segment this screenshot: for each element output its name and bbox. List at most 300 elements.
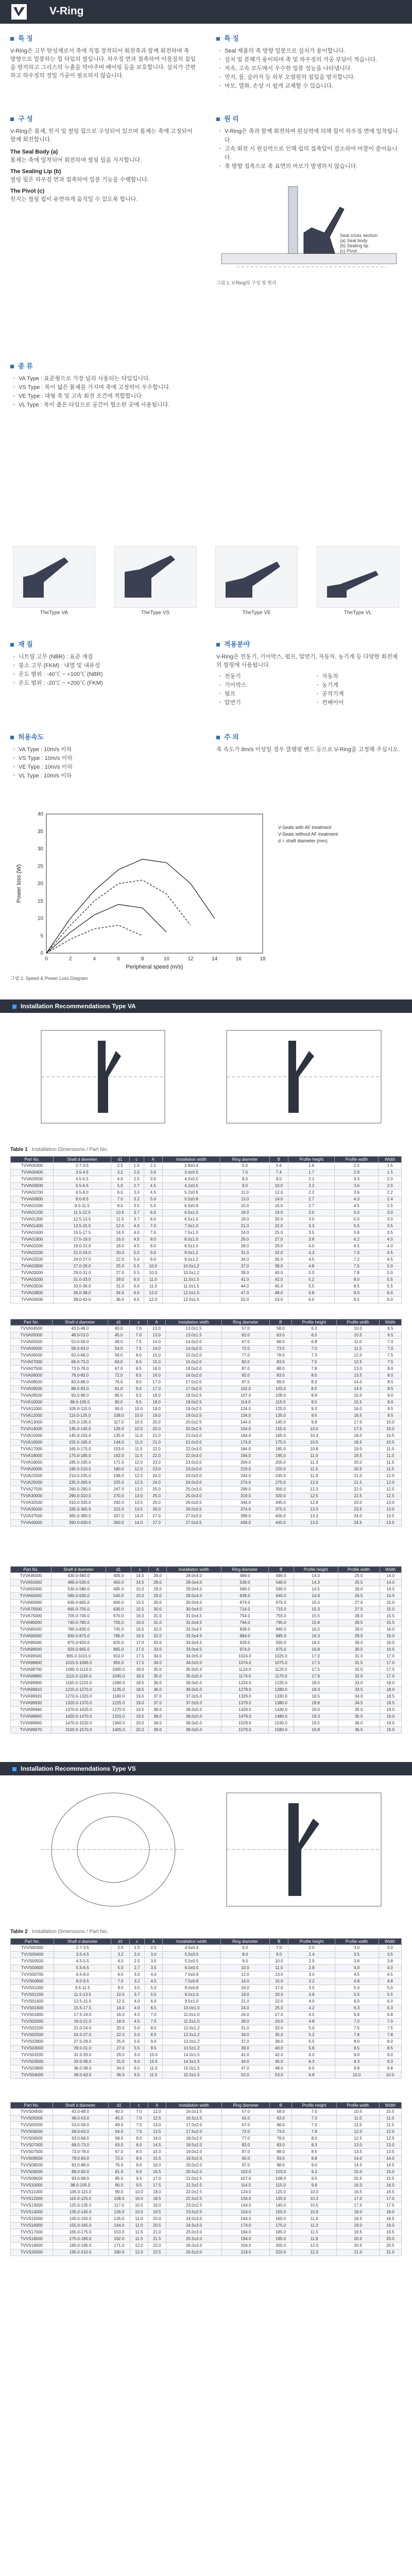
part-number-cell: TVVS08000 — [11, 2156, 53, 2162]
principle-title: 원 리 — [216, 113, 402, 123]
dimension-cell: 12.5 — [291, 1493, 337, 1500]
part-number-cell: TVVS07500 — [11, 2149, 53, 2156]
table2-row — [11, 2196, 402, 2202]
dimension-cell: 3.5 — [144, 1958, 163, 1965]
part-number-cell: TVVS20000 — [11, 2249, 53, 2256]
dimension-cell: 540.0 — [268, 1580, 294, 1586]
dimension-cell: 3.0 — [335, 1945, 379, 1952]
dimension-cell: 18.0 — [148, 2189, 166, 2196]
dimension-cell: 299.0 — [222, 1486, 270, 1493]
dimension-cell: 15.5 — [337, 2176, 379, 2182]
dimension-cell: 8.3 — [291, 1379, 337, 1386]
dimension-cell: 31.0 — [220, 2025, 270, 2032]
dimension-cell: 1065.0-1115.0 — [52, 1667, 106, 1673]
application-grid — [216, 672, 402, 707]
dimension-cell: 335.0-365.0 — [52, 1506, 108, 1513]
dimension-cell: 11.8 — [291, 1473, 337, 1480]
dimension-cell: 15.0 — [379, 2169, 401, 2176]
dimension-cell: 2.4 — [288, 1952, 335, 1958]
dimension-cell: 125.0-135.0 — [53, 2202, 108, 2209]
part-number-cell: TVVA19000 — [11, 1460, 53, 1466]
dimension-cell: 37.0 — [220, 1263, 270, 1270]
dimension-cell: 405.0 — [106, 1573, 131, 1580]
dimension-cell: 36.0 — [149, 1687, 166, 1693]
dimension-cell: 7.0 — [111, 1978, 130, 1985]
principle-diagram — [216, 176, 402, 279]
dimension-cell: 24.0 — [148, 1473, 166, 1480]
application-item: · 펌프 — [225, 690, 304, 699]
dimension-cell: 1529.0 — [221, 1720, 268, 1727]
part-number-cell: TVVA02500 — [11, 1257, 54, 1263]
part-number-cell: TVVA95000 — [11, 1640, 52, 1647]
dimension-cell: 48.0 — [270, 2065, 288, 2072]
dimension-cell: 63.0 — [108, 1359, 129, 1366]
dimension-cell: 23.0±3.0 — [166, 1460, 222, 1466]
dimension-cell: 37.0±5.0 — [166, 1693, 221, 1700]
dimension-cell: 165.0-175.0 — [52, 1446, 108, 1453]
dimension-cell: 375.0 — [270, 1506, 291, 1513]
dimension-cell: 1115.0-1165.0 — [52, 1673, 106, 1680]
dimension-cell: 16.5 — [294, 1640, 338, 1647]
dimension-cell: 90.0 — [108, 1399, 129, 1406]
dimension-cell: 7.5 — [130, 2122, 148, 2129]
dimension-cell: 16.5 — [379, 2189, 401, 2196]
dimension-cell: 910.0 — [106, 1653, 131, 1660]
dimension-cell: 5.0 — [335, 1216, 379, 1223]
table1-row — [11, 1250, 402, 1257]
part-number-cell: TVVS03800 — [11, 2065, 54, 2072]
dimension-cell: 9.0 — [379, 1393, 401, 1399]
dimension-cell: 10.0 — [130, 1406, 148, 1413]
dimension-cell: 63.0 — [108, 2142, 130, 2149]
dimension-cell: 33.0-36.0 — [54, 1283, 111, 1290]
dimension-cell: 1430.0 — [268, 1707, 294, 1714]
dimension-cell: 18.5 — [337, 1439, 379, 1446]
dimension-cell: 11.0 — [130, 2223, 148, 2229]
dimension-cell: 3.0 — [130, 1972, 144, 1978]
table2-row — [11, 2223, 402, 2229]
dimension-cell: 13.5-15.5 — [54, 1998, 111, 2005]
dimension-cell: 11.5 — [379, 2122, 401, 2129]
dimension-cell: 7.8 — [291, 1366, 337, 1372]
dimension-cell: 19.5 — [131, 1714, 149, 1720]
table2-row — [11, 2012, 402, 2019]
dimension-cell: 714.0 — [221, 1606, 268, 1613]
part-number-cell: TVVS04500 — [11, 2109, 53, 2115]
chart-y-tick-label: 20 — [37, 881, 43, 887]
table1-row — [11, 1493, 402, 1500]
dimension-cell: 31.0 — [149, 1620, 166, 1626]
dimension-cell: 310.0-335.0 — [52, 1500, 108, 1506]
dimension-cell: 12.5 — [379, 1486, 401, 1493]
dimension-cell: 630.0-665.0 — [52, 1600, 106, 1606]
dimension-cell: 17.0 — [294, 1653, 338, 1660]
dimension-cell: 39.0±5.0 — [166, 1727, 221, 1734]
dimension-cell: 7.0 — [270, 1945, 288, 1952]
dimension-cell: 5.5 — [379, 1283, 402, 1290]
dimension-cell: 12.0 — [291, 2243, 337, 2249]
part-number-cell: TVVA01400 — [11, 1223, 54, 1230]
dimension-cell: 7.3 — [291, 1352, 337, 1359]
dimension-cell: 22.0±3.0 — [166, 1446, 222, 1453]
dimension-cell: 98.0-105.0 — [52, 1399, 108, 1406]
dimension-cell: 7.8 — [335, 1270, 379, 1277]
part-number-cell: TVVA27500 — [11, 1486, 53, 1493]
dimension-cell: 315.0 — [108, 1506, 129, 1513]
dimension-cell: 38.0±5.0 — [166, 1714, 221, 1720]
dimension-cell: 5.0 — [111, 1183, 129, 1190]
dimension-cell: 14.0 — [379, 2156, 401, 2162]
dimension-cell: 3.3 — [288, 1223, 334, 1230]
dimension-cell: 2.2 — [379, 1190, 402, 1196]
table1-row — [11, 1707, 402, 1714]
table2-row — [11, 2109, 402, 2115]
dimension-cell: 1370.0-1420.0 — [52, 1707, 106, 1714]
table1-row — [11, 1667, 402, 1673]
dimension-cell: 10.0 — [291, 1426, 337, 1433]
part-number-cell: TVVA07000 — [11, 1359, 53, 1366]
dimension-cell: 365.0-390.0 — [52, 1513, 108, 1520]
dimension-cell: 16.8 — [294, 1647, 338, 1653]
dimension-cell: 10.8 — [291, 2209, 337, 2216]
dimension-cell: 11.5 — [337, 1346, 379, 1352]
dimension-cell: 13.5 — [291, 1520, 337, 1527]
dimension-cell: 15.5-17.5 — [54, 2005, 111, 2012]
dimension-cell: 830.0-875.0 — [52, 1633, 106, 1640]
dimension-cell: 195.0 — [270, 2236, 291, 2243]
dimension-cell: 20.0 — [337, 2236, 379, 2243]
dimension-cell: 21.0-24.0 — [54, 1250, 111, 1257]
part-number-cell: TVVA75000 — [11, 1613, 52, 1620]
dimension-cell: 6.3 — [291, 1326, 337, 1332]
dimension-cell: 1025.0 — [268, 1653, 294, 1660]
dimension-cell: 839.0 — [221, 1626, 268, 1633]
dimension-cell: 83.0 — [270, 2142, 291, 2149]
dimension-cell: 4.0 — [130, 2005, 144, 2012]
dimension-cell: 2.5 — [335, 1163, 379, 1170]
dimension-cell: 6.0 — [111, 1190, 129, 1196]
speed-list — [10, 745, 196, 781]
dimension-cell: 6.3 — [379, 2005, 402, 2012]
chart-plot-area — [46, 814, 263, 953]
dimension-cell: 114.0 — [222, 2182, 270, 2189]
dimension-cell: 11.0 — [220, 1190, 270, 1196]
dimension-cell: 6.0 — [130, 2052, 144, 2059]
dimension-cell: 5.0 — [335, 1210, 379, 1216]
dimension-cell: 16.5 — [148, 2169, 166, 2176]
profile-vl-drawing — [317, 546, 399, 608]
dimension-cell: 6.0 — [129, 1277, 144, 1283]
dimension-cell: 62.0 — [222, 2115, 270, 2122]
dimension-cell: 5.0 — [220, 1163, 270, 1170]
chart-y-tick-label: 30 — [37, 846, 43, 852]
dimension-cell: 16.0 — [131, 1613, 149, 1620]
dimension-cell: 85.0 — [108, 2176, 130, 2182]
part-number-cell: TVVS09000 — [11, 2169, 53, 2176]
dimension-cell: 19.0 — [380, 1707, 401, 1714]
dimension-cell: 72.0 — [108, 2156, 130, 2162]
dimension-cell: 8.5 — [379, 1386, 401, 1393]
dimension-cell: 194.0 — [222, 2236, 270, 2243]
dimension-cell: 195.0-210.0 — [53, 2249, 108, 2256]
dimension-cell: 7.5 — [144, 2019, 163, 2025]
dimension-cell: 38.0-43.0 — [54, 1297, 111, 1303]
chart-y-tick-label: 35 — [37, 828, 43, 835]
dimension-cell: 27.0 — [338, 1600, 380, 1606]
dimension-cell: 9.3 — [335, 2059, 379, 2065]
table2-row — [11, 2216, 402, 2223]
dimension-cell: 36.0 — [149, 1680, 166, 1687]
dimension-cell: 19.0±2.5 — [166, 1413, 222, 1419]
dimension-cell: 88.0 — [270, 1366, 291, 1372]
dimension-cell: 14.5 — [131, 1580, 149, 1586]
dimension-cell: 26.0 — [148, 1506, 166, 1513]
dimension-cell: 20.0 — [270, 1992, 288, 1998]
dimension-cell: 11.5±1.0 — [163, 2019, 220, 2025]
dimension-cell: 4.5 — [129, 1236, 144, 1243]
dimension-cell: 2.2 — [288, 1190, 334, 1196]
dimension-cell: 204.0 — [222, 2243, 270, 2249]
dimension-cell: 9.8 — [291, 2182, 337, 2189]
dimension-cell: 171.0 — [108, 2243, 130, 2249]
table2-row — [11, 1978, 402, 1985]
table1-row — [11, 1446, 402, 1453]
table2-row — [11, 2072, 402, 2079]
part-number-cell: TVVA11000 — [11, 1406, 53, 1413]
part-number-cell: TVVS05000 — [11, 2115, 53, 2122]
part-number-cell: TVVS14000 — [11, 2209, 53, 2216]
dimension-cell: 6.3 — [335, 2005, 379, 2012]
dimension-cell: 1225.0 — [268, 1680, 294, 1687]
features-list — [216, 47, 402, 91]
dimension-cell: 73.0 — [270, 2129, 291, 2136]
dimension-cell: 15.0 — [270, 1978, 288, 1985]
dimension-cell: 10.5 — [111, 1992, 130, 1998]
dimension-cell: 17.0 — [131, 1647, 149, 1653]
dimension-cell: 489.0 — [221, 1573, 268, 1580]
dimension-cell: 5.5 — [379, 1992, 402, 1998]
dimension-cell: 30.0±4.0 — [166, 1600, 221, 1606]
dimension-cell: 19.5 — [148, 2209, 166, 2216]
dimension-cell: 8.0 — [291, 1372, 337, 1379]
dimension-cell: 344.0 — [222, 1500, 270, 1506]
dimension-cell: 11.0 — [144, 1283, 162, 1290]
dimension-cell: 72.0 — [222, 2129, 270, 2136]
dimension-cell: 27.5 — [338, 1606, 380, 1613]
dimension-cell: 9.5 — [335, 1297, 379, 1303]
dimension-cell: 11.0±1.0 — [163, 2012, 220, 2019]
dimension-cell: 6.8 — [288, 2072, 335, 2079]
dimension-cell: 24.0±3.0 — [166, 1480, 222, 1486]
dimension-cell: 18.0 — [131, 1673, 149, 1680]
table2-row — [11, 2249, 402, 2256]
dimension-cell: 300.0 — [270, 1486, 291, 1493]
dimension-cell: 58.0 — [270, 2109, 291, 2115]
dimension-cell: 88.0 — [270, 2149, 291, 2156]
dimension-cell: 16.5±1.5 — [166, 2115, 222, 2122]
part-number-cell: TVVS03200 — [11, 2052, 54, 2059]
table1-row — [11, 1633, 402, 1640]
dimension-cell: 10.5 — [337, 1332, 379, 1339]
dimension-cell: 2.8 — [288, 1965, 335, 1972]
dimension-cell: 20.5 — [379, 2243, 401, 2249]
dimension-cell: 8.0 — [130, 1359, 148, 1366]
table1-row — [11, 1270, 402, 1277]
dimension-cell: 114.0 — [222, 1399, 270, 1406]
dimension-cell: 10.0 — [379, 1426, 401, 1433]
dimension-cell: 4.0 — [288, 1243, 334, 1250]
dimension-cell: 40.0 — [269, 1270, 288, 1277]
chart-x-tick-label: 14 — [212, 956, 218, 962]
dimension-cell: 320.0 — [270, 1493, 291, 1500]
dimension-cell: 3.0 — [144, 1952, 163, 1958]
table1-row — [11, 1653, 402, 1660]
dimension-cell: 825.0 — [106, 1640, 131, 1647]
part-number-cell: TVVA01800 — [11, 1236, 54, 1243]
dimension-cell: 10.0 — [269, 1183, 288, 1190]
dimension-cell: 10.0 — [379, 1419, 401, 1426]
dimension-cell: 44.0 — [220, 2059, 270, 2065]
dimension-cell: 53.0 — [269, 1297, 288, 1303]
dimension-cell: 715.0 — [268, 1606, 294, 1613]
dimension-cell: 2.9 — [335, 1170, 379, 1176]
part-number-cell: TVVA06000 — [11, 1346, 53, 1352]
dimension-cell: 33.0 — [338, 1680, 380, 1687]
dimension-cell: 27.0±3.5 — [166, 1520, 222, 1527]
dimension-cell: 19.5±2.0 — [166, 2156, 222, 2162]
part-number-cell: TVVS11000 — [11, 2189, 53, 2196]
dimension-cell: 24.5±3.0 — [166, 2223, 222, 2229]
dimension-cell: 12.0 — [379, 1473, 401, 1480]
dimension-cell: 3.0 — [379, 1945, 402, 1952]
dimension-cell: 18.0 — [379, 2209, 401, 2216]
dimension-cell: 103.0 — [270, 2169, 291, 2176]
table1-row — [11, 1216, 402, 1223]
dimension-cell: 11.5 — [130, 1446, 148, 1453]
dimension-cell: 5.0 — [129, 1250, 144, 1257]
dimension-cell: 10.3 — [291, 1433, 337, 1439]
dimension-cell: 8.8 — [291, 1393, 337, 1399]
dimension-cell: 88.0-93.0 — [53, 2169, 108, 2176]
part-number-cell: TVVA45000 — [11, 1573, 52, 1580]
part-number-cell: TVVA09500 — [11, 1393, 53, 1399]
part-number-cell: TVVA00300 — [11, 1163, 54, 1170]
table1-row — [11, 1386, 402, 1393]
part-number-cell: TVVA90000 — [11, 1633, 52, 1640]
dimension-cell: 2.0 — [130, 1952, 144, 1958]
table2-row — [11, 2019, 402, 2025]
dimension-cell: 13.5-15.5 — [54, 1223, 111, 1230]
table2-row — [11, 1972, 402, 1978]
type-item: · VE Type : 대형 축 및 고속 회전 조건에 적합합니다. — [19, 392, 196, 401]
dimension-cell: 19.0 — [294, 1707, 338, 1714]
part-number-cell: TVVA02800 — [11, 1263, 54, 1270]
part-number-cell: TVVA40000 — [11, 1520, 53, 1527]
dimension-cell: 54.0 — [108, 1346, 129, 1352]
dimension-cell: 76.0 — [108, 1379, 129, 1386]
dimension-cell: 6.0 — [379, 1290, 402, 1297]
dimension-cell: 360.0 — [108, 1520, 129, 1527]
dimension-cell: 19.3 — [294, 1714, 338, 1720]
dimension-cell: 3.7 — [130, 1992, 144, 1998]
part-number-cell: TVVS06000 — [11, 2129, 53, 2136]
dimension-cell: 52.0 — [220, 1297, 270, 1303]
dimension-cell: 16.0±2.0 — [166, 1366, 222, 1372]
dimension-cell: 31.5 — [338, 1660, 380, 1667]
table1-row — [11, 1573, 402, 1580]
dimension-cell: 7.5 — [130, 2129, 148, 2136]
dimension-cell: 8.5 — [130, 2149, 148, 2156]
types-title: 종 류 — [10, 361, 196, 370]
dimension-cell: 9.0 — [269, 1176, 288, 1183]
part-number-cell: TVVA15000 — [11, 1433, 53, 1439]
dimension-cell: 11.5 — [111, 1216, 129, 1223]
dimension-cell: 117.0 — [108, 1419, 129, 1426]
dimension-cell: 25.0±3.0 — [166, 1493, 222, 1500]
dimension-cell: 16.0 — [148, 1366, 166, 1372]
part-number-cell: TVVA17000 — [11, 1446, 53, 1453]
part-number-cell: TVVA07500 — [11, 1366, 53, 1372]
dimension-cell: 165.0-175.0 — [53, 2229, 108, 2236]
dimension-cell: 885.0 — [268, 1633, 294, 1640]
dimension-cell: 19.0 — [148, 1406, 166, 1413]
dimension-cell: 41.0 — [220, 2052, 270, 2059]
dimension-cell: 9.0 — [144, 1257, 162, 1263]
dimension-cell: 19.0 — [148, 1413, 166, 1419]
dimension-cell: 42.0 — [270, 2052, 288, 2059]
dimension-cell: 18.0 — [148, 1399, 166, 1406]
dimension-cell: 32.0 — [149, 1633, 166, 1640]
dimension-cell: 6.5 — [129, 1290, 144, 1297]
dimension-cell: 16.0 — [220, 1985, 270, 1992]
dimension-cell: 13.0 — [220, 1196, 270, 1203]
dimension-cell: 11.3 — [291, 2223, 337, 2229]
part-number-cell: TVVS19000 — [11, 2243, 53, 2249]
dimension-cell: 43.0-48.0 — [53, 2109, 108, 2115]
table1-row — [11, 1433, 402, 1439]
company-logo — [11, 4, 27, 20]
dimension-cell: 400.0 — [270, 1513, 291, 1520]
dimension-cell: 21.0-24.0 — [54, 2025, 111, 2032]
dimension-cell: 2.5 — [111, 1945, 130, 1952]
dimension-cell: 24.5 — [337, 1520, 379, 1527]
dimension-cell: 6.0 — [129, 1283, 144, 1290]
type-item: · VS Type : 폭이 넓은 몸체를 가지며 축에 고정력이 우수합니다. — [19, 383, 196, 392]
dimension-cell: 26.0 — [220, 2012, 270, 2019]
dimension-cell: 22.5 — [148, 2249, 166, 2256]
dimension-cell: 10.0 — [291, 2189, 337, 2196]
dimension-cell: 58.0-63.0 — [53, 2129, 108, 2136]
dimension-cell: 4.2±0.5 — [162, 1183, 220, 1190]
dimension-cell: 12.0 — [337, 2129, 379, 2136]
table2-row — [11, 1998, 402, 2005]
table1-row — [11, 1720, 402, 1727]
dimension-cell: 10.0 — [130, 1413, 148, 1419]
dimension-cell: 185.0 — [270, 2229, 291, 2236]
dimension-cell: 13.0 — [337, 2142, 379, 2149]
dimension-cell: 97.0 — [222, 1379, 270, 1386]
dimension-cell: 19.0 — [131, 1693, 149, 1700]
dimension-cell: 18.0 — [294, 1680, 338, 1687]
part-number-cell: TVVS01800 — [11, 2012, 54, 2019]
table1-row — [11, 1413, 402, 1419]
dimension-cell: 23.0±2.5 — [166, 2202, 222, 2209]
dimension-cell: 21.5 — [337, 1480, 379, 1486]
part-number-cell: TVVA99900 — [11, 1680, 52, 1687]
dimension-cell: 107.0 — [222, 1393, 270, 1399]
table1-row — [11, 1520, 402, 1527]
dimension-cell: 39.0 — [149, 1727, 166, 1734]
